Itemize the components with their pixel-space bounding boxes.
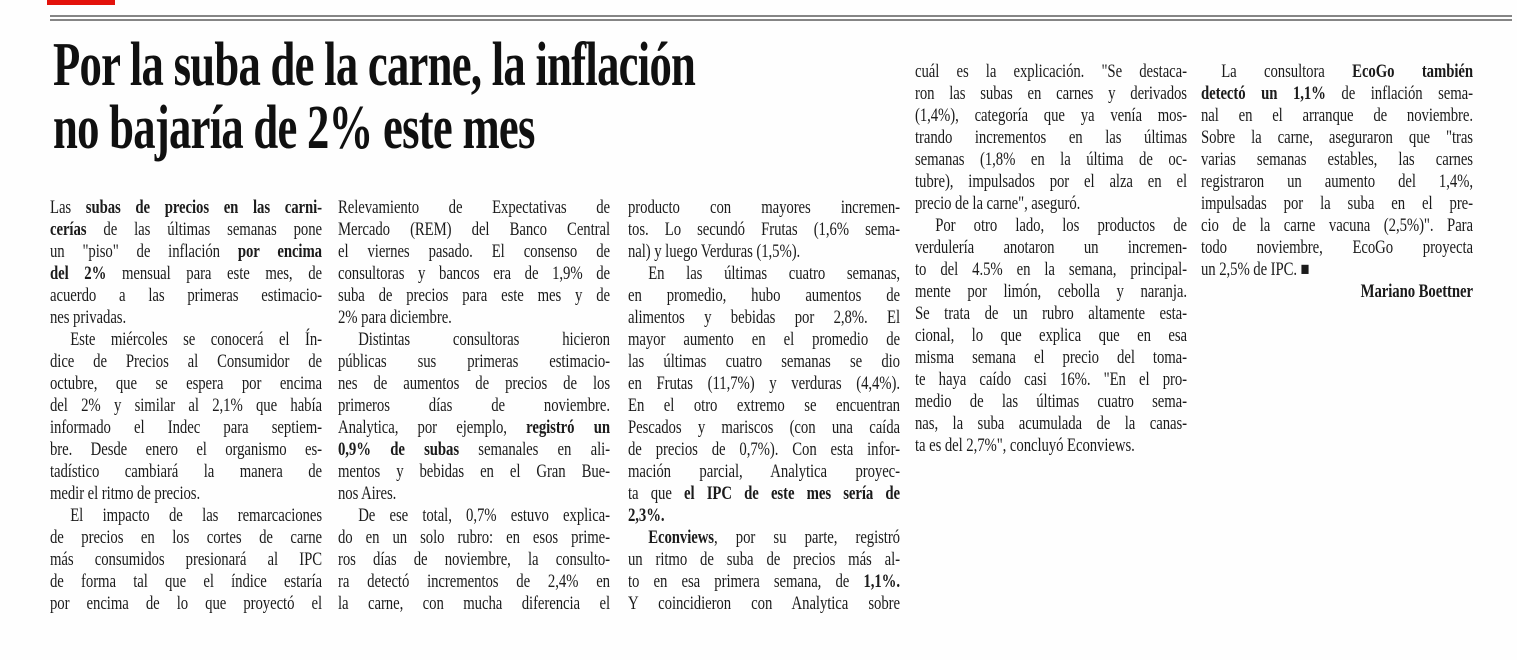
text-line: de forma tal que el índice estaría [50, 571, 322, 592]
text-line: cuál es la explicación. "Se destaca- [915, 61, 1187, 82]
text-line: 2,3%. [628, 505, 665, 526]
text-line: medir el ritmo de precios. [50, 483, 201, 504]
text-line: to en esa primera semana, de 1,1%. [628, 571, 900, 592]
text-line: En el otro extremo se encuentran [628, 395, 900, 416]
text-line: detectó un 1,1% de inflación sema- [1201, 83, 1473, 104]
text-line: De ese total, 0,7% estuvo explica- [358, 505, 610, 526]
text-line: nal en el arranque de noviembre. [1201, 105, 1473, 126]
text-line: precio de la carne", aseguró. [915, 193, 1081, 214]
text-line: del 2% mensual para este mes, de [50, 263, 322, 284]
article-headline [53, 31, 696, 162]
text-line: en Frutas (11,7%) y verduras (4,4%). [628, 373, 900, 394]
text-line: de precios de 0,7%). Con esta infor- [628, 439, 900, 460]
text-line: un "piso" de inflación por encima [50, 241, 322, 262]
text-line: dice de Precios al Consumidor de [50, 351, 322, 372]
article-column-5 [1201, 61, 1473, 303]
text-line: trando incrementos en las últimas [915, 127, 1187, 148]
article-column-3 [628, 197, 900, 615]
text-line: La consultora EcoGo también [1221, 61, 1473, 82]
text-line: en promedio, hubo aumentos de [628, 285, 900, 306]
text-line: Y coincidieron con Analytica sobre [628, 593, 900, 614]
text-line: tos. Lo secundó Frutas (1,6% sema- [628, 219, 900, 240]
text-line: Este miércoles se conocerá el Ín- [70, 329, 322, 350]
text-line: ta es del 2,7%", concluyó Econviews. [915, 435, 1135, 456]
text-line: verdulería anotaron un incremen- [915, 237, 1187, 258]
text-line: producto con mayores incremen- [628, 197, 900, 218]
article-column-2 [338, 197, 610, 615]
article-column-1 [50, 197, 322, 615]
text-line: Por otro lado, los productos de [935, 215, 1187, 236]
text-line: primeros días de noviembre. [338, 395, 610, 416]
text-line: alimentos y bebidas por 2,8%. El [628, 307, 900, 328]
text-line: impulsadas por la suba en el pre- [1201, 193, 1473, 214]
text-line: públicas sus primeras estimacio- [338, 351, 610, 372]
byline: Mariano Boettner [1360, 281, 1473, 302]
text-line: todo noviembre, EcoGo proyecta [1201, 237, 1473, 258]
text-line: Pescados y mariscos (con una caída [628, 417, 900, 438]
text-line: 0,9% de subas semanales en ali- [338, 439, 610, 460]
text-line: más consumidos presionará al IPC [50, 549, 322, 570]
text-line: te haya caído casi 16%. "En el pro- [915, 369, 1187, 390]
text-line: informado el Indec para septiem- [50, 417, 322, 438]
text-line: de precios en los cortes de carne [50, 527, 322, 548]
text-line: octubre, que se espera por encima [50, 373, 322, 394]
text-line: acuerdo a las primeras estimacio- [50, 285, 322, 306]
text-line: Econviews, por su parte, registró [648, 527, 900, 548]
article-column-4 [915, 61, 1187, 457]
text-line: un ritmo de suba de precios más al- [628, 549, 900, 570]
text-line: Relevamiento de Expectativas de [338, 197, 610, 218]
text-line: Sobre la carne, aseguraron que "tras [1201, 127, 1473, 148]
text-line: ros días de noviembre, la consulto- [338, 549, 610, 570]
text-line: El impacto de las remarcaciones [70, 505, 322, 526]
text-line: Mercado (REM) del Banco Central [338, 219, 610, 240]
text-line: cerías de las últimas semanas pone [50, 219, 322, 240]
text-line: semanas (1,8% en la última de oc- [915, 149, 1187, 170]
headline-line-2: no bajaría de 2% este mes [53, 94, 535, 162]
top-double-rule [50, 15, 1512, 21]
text-line: nes privadas. [50, 307, 127, 328]
text-line: por encima de lo que proyectó el [50, 593, 322, 614]
text-line: ta que el IPC de este mes sería de [628, 483, 900, 504]
text-line: En las últimas cuatro semanas, [648, 263, 900, 284]
text-line: 2% para diciembre. [338, 307, 452, 328]
text-line: misma semana el precio del toma- [915, 347, 1187, 368]
headline-line-1: Por la suba de la carne, la inflación [53, 31, 696, 99]
text-line: del 2% y similar al 2,1% que había [50, 395, 322, 416]
text-line: to del 4.5% en la semana, principal- [915, 259, 1187, 280]
text-line: tubre), impulsados por el alza en el [915, 171, 1187, 192]
text-line: el viernes pasado. El consenso de [338, 241, 610, 262]
text-line: nos Aires. [338, 483, 397, 504]
text-line: consultoras y bancos era de 1,9% de [338, 263, 610, 284]
text-line: varias semanas estables, las carnes [1201, 149, 1473, 170]
text-line: las últimas cuatro semanas se dio [628, 351, 900, 372]
text-line: Las subas de precios en las carni- [50, 197, 322, 218]
text-line: bre. Desde enero el organismo es- [50, 439, 322, 460]
text-line: Analytica, por ejemplo, registró un [338, 417, 610, 438]
text-line: suba de precios para este mes y de [338, 285, 610, 306]
text-line: cio de la carne vacuna (2,5%)". Para [1201, 215, 1473, 236]
text-line: (1,4%), categoría que ya venía mos- [915, 105, 1187, 126]
text-line: nas, la suba acumulada de la canas- [915, 413, 1187, 434]
text-line: cional, lo que explica que en esa [915, 325, 1187, 346]
text-line: mayor aumento en el promedio de [628, 329, 900, 350]
text-line: la carne, con mucha diferencia el [338, 593, 610, 614]
text-line: ron las subas en carnes y derivados [915, 83, 1187, 104]
text-line: ra detectó incrementos de 2,4% en [338, 571, 610, 592]
text-line: Se trata de un rubro altamente esta- [915, 303, 1187, 324]
text-line: medio de las últimas cuatro sema- [915, 391, 1187, 412]
text-line: mentos y bebidas en el Gran Bue- [338, 461, 610, 482]
text-line: nal) y luego Verduras (1,5%). [628, 241, 801, 262]
text-line: tadístico cambiará la manera de [50, 461, 322, 482]
text-line: Distintas consultoras hicieron [358, 329, 610, 350]
text-line: un 2,5% de IPC. ■ [1201, 259, 1310, 280]
text-line: registraron un aumento del 1,4%, [1201, 171, 1473, 192]
text-line: do en un solo rubro: en esos prime- [338, 527, 610, 548]
text-line: nes de aumentos de precios de los [338, 373, 610, 394]
text-line: mente por limón, cebolla y naranja. [915, 281, 1187, 302]
red-accent-line [47, 0, 115, 5]
text-line: mación parcial, Analytica proyec- [628, 461, 900, 482]
